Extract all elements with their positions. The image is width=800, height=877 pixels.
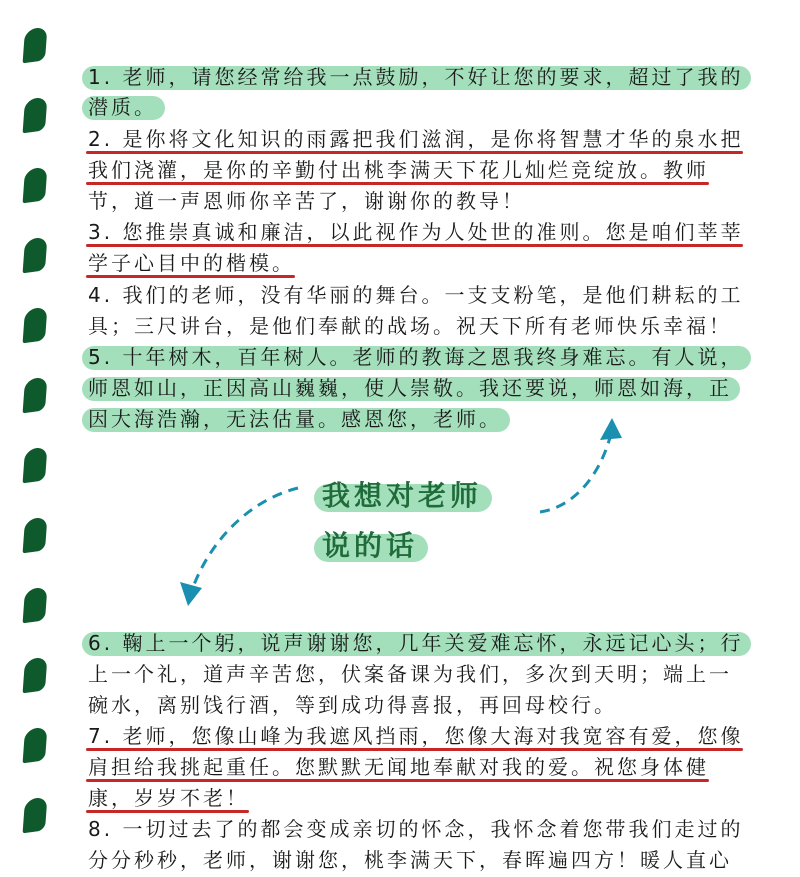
- text-line: 学子心目中的楷模。: [88, 246, 295, 280]
- text-line: 节，道一声恩师你辛苦了，谢谢你的教导！: [88, 189, 525, 213]
- arrowhead-up: [600, 418, 622, 440]
- text-line: 分分秒秒，老师，谢谢您，桃李满天下，春晖遍四方！暖人直心: [88, 848, 732, 872]
- text-line: 我们浇灌，是你的辛勤付出桃李满天下花儿灿烂竞绽放。教师: [88, 153, 709, 187]
- dashed-arrow-down: [192, 488, 298, 590]
- text-line: 8. 一切过去了的都会变成亲切的怀念，我怀念着您带我们走过的: [88, 817, 744, 841]
- text-line: 具；三尺讲台，是他们奉献的战场。祝天下所有老师快乐幸福！: [88, 314, 732, 338]
- text-line: 肩担给我挑起重任。您默默无闻地奉献对我的爱。祝您身体健: [88, 750, 709, 784]
- dashed-arrow-up: [540, 430, 612, 512]
- text-line: 5. 十年树木，百年树人。老师的教诲之恩我终身难忘。有人说，: [88, 340, 743, 374]
- text-line: 潜质。: [88, 90, 157, 124]
- text-line: 4. 我们的老师，没有华丽的舞台。一支支粉笔，是他们耕耘的工: [88, 283, 744, 307]
- text-line: 1. 老师，请您经常给我一点鼓励，不好让您的要求，超过了我的: [88, 60, 743, 94]
- text-line: 上一个礼，道声辛苦您，伏案备课为我们，多次到天明；端上一: [88, 662, 732, 686]
- text-line: 2. 是你将文化知识的雨露把我们滋润，是你将智慧才华的泉水把: [88, 122, 743, 156]
- text-line: 师恩如山，正因高山巍巍，使人崇敬。我还要说，师恩如海，正: [88, 371, 732, 405]
- text-line: 康，岁岁不老！: [88, 781, 249, 815]
- arrowhead-down: [180, 582, 202, 606]
- section-title-line2: 说的话: [322, 524, 418, 564]
- text-line: 因大海浩瀚，无法估量。感恩您，老师。: [88, 402, 502, 436]
- text-line: 6. 鞠上一个躬，说声谢谢您，几年关爱难忘怀，永远记心头；行: [88, 626, 743, 660]
- text-line: 3. 您推崇真诚和廉洁，以此视作为人处世的准则。您是咱们莘莘: [88, 215, 743, 249]
- text-line: 7. 老师，您像山峰为我遮风挡雨，您像大海对我宽容有爱，您像: [88, 719, 743, 753]
- section-title-line1: 我想对老师: [322, 474, 482, 514]
- text-line: 碗水，离别饯行酒，等到成功得喜报，再回母校行。: [88, 693, 617, 717]
